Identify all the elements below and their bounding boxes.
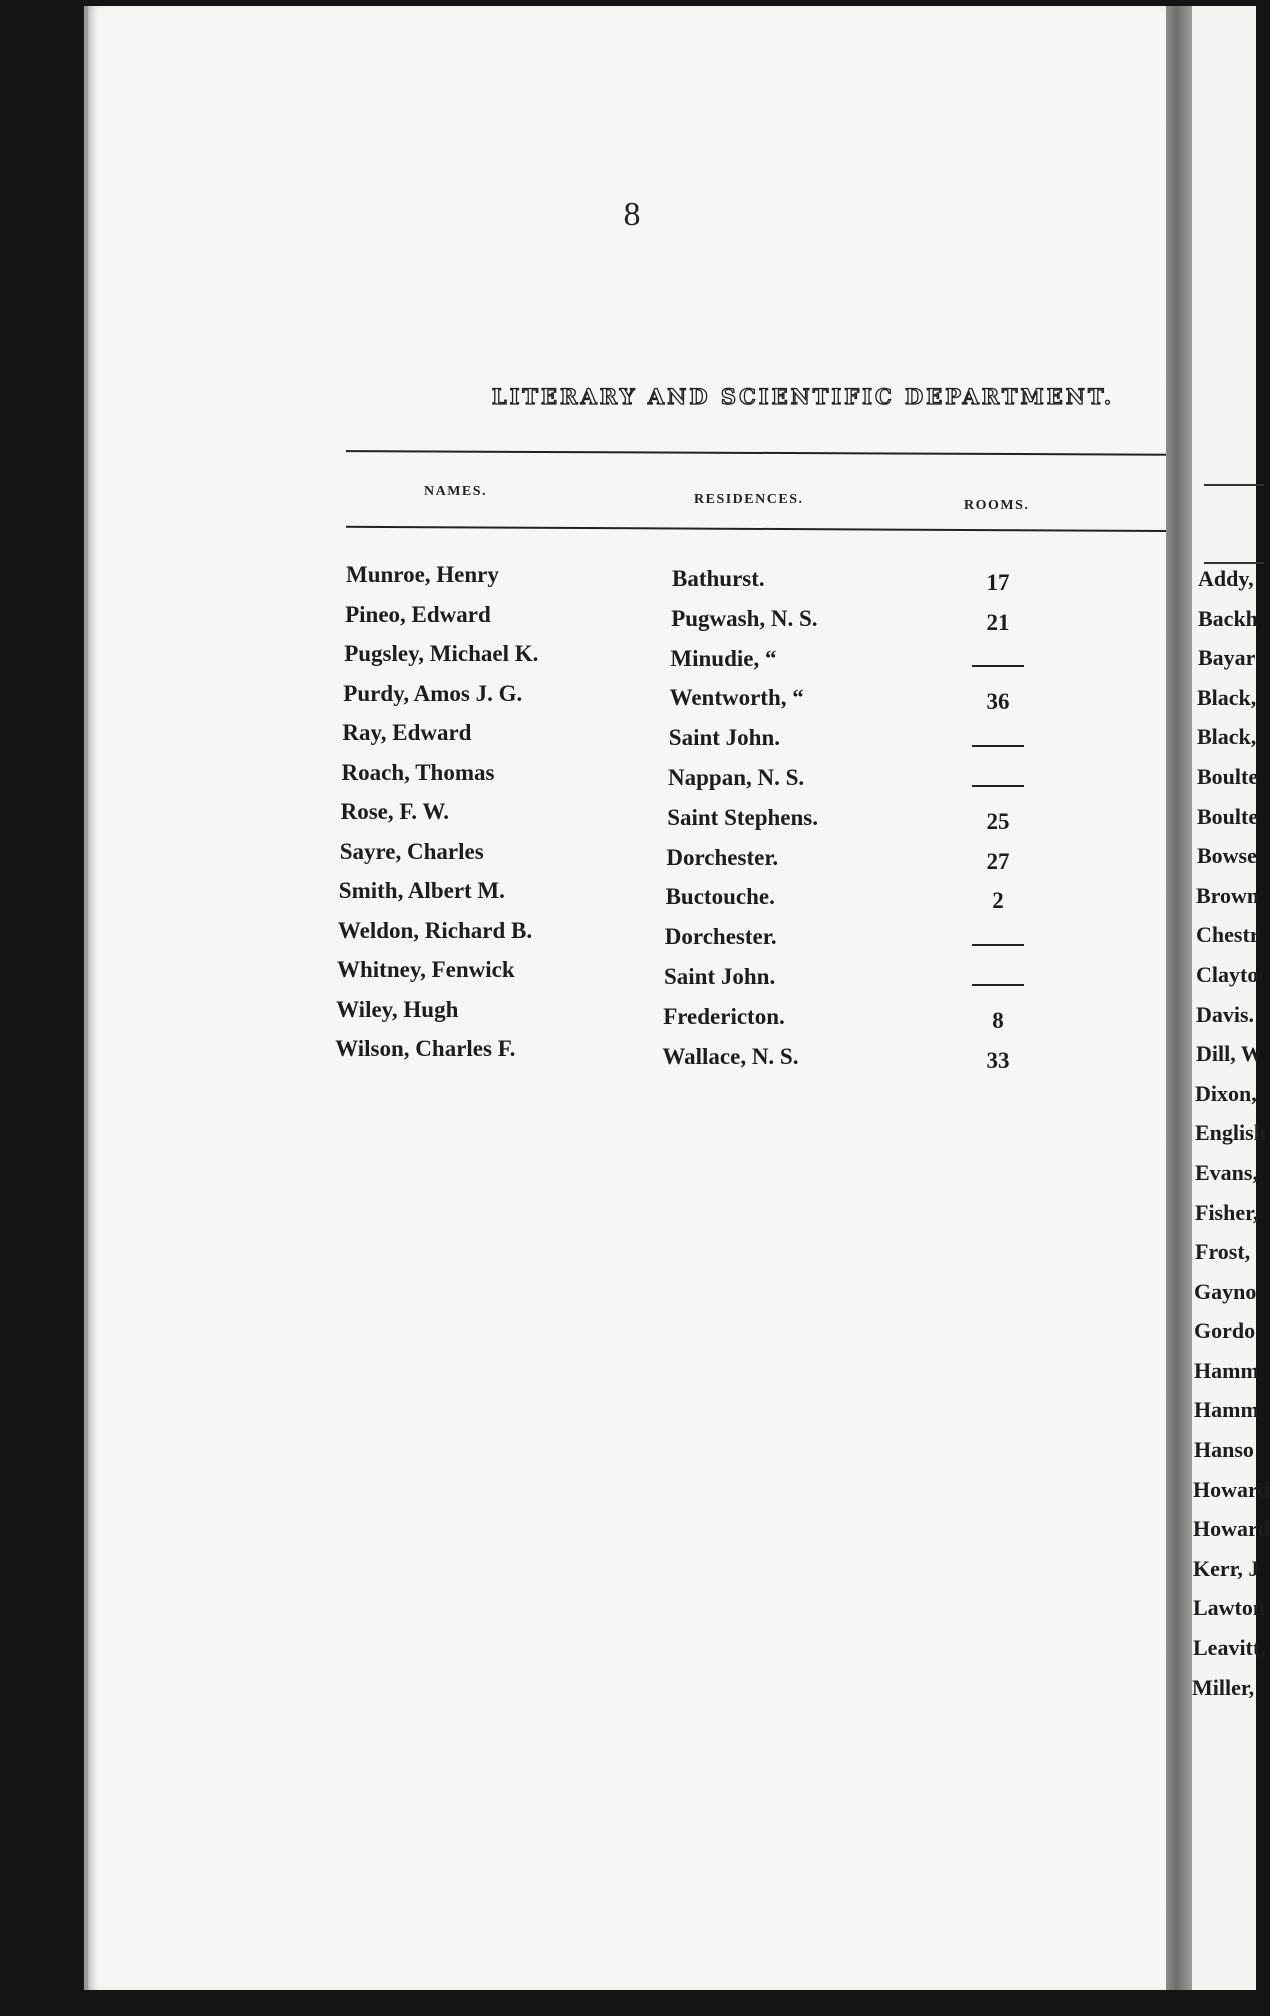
facing-page-name: Fisher, bbox=[1195, 1199, 1259, 1225]
table-row bbox=[88, 681, 1176, 719]
room-dash bbox=[972, 665, 1024, 667]
facing-page-name: Lawton bbox=[1193, 1595, 1266, 1621]
facing-page-name: Gordo bbox=[1194, 1318, 1256, 1344]
table-row bbox=[88, 799, 1176, 837]
student-room: 25 bbox=[986, 808, 1010, 834]
student-name: Wiley, Hugh bbox=[336, 996, 459, 1022]
student-room: 2 bbox=[992, 888, 1004, 914]
student-residence: Saint John. bbox=[668, 725, 781, 751]
facing-page-name: Bowse bbox=[1197, 843, 1257, 869]
student-name: Pineo, Edward bbox=[345, 601, 491, 627]
facing-page-name: Gayno bbox=[1194, 1278, 1257, 1304]
room-dash bbox=[972, 944, 1024, 946]
facing-page-name: Howard bbox=[1193, 1476, 1270, 1502]
facing-page-name: Kerr, J bbox=[1193, 1555, 1260, 1581]
facing-page-name: Boulte bbox=[1197, 803, 1259, 829]
facing-page-name-list bbox=[1192, 566, 1270, 1714]
student-name: Whitney, Fenwick bbox=[337, 957, 515, 982]
facing-page-name: Bayar bbox=[1198, 645, 1256, 671]
table-row bbox=[88, 641, 1176, 679]
table-row bbox=[88, 957, 1176, 995]
student-name: Munroe, Henry bbox=[346, 562, 499, 587]
student-residence: Wallace, N. S. bbox=[662, 1043, 799, 1069]
student-room: 8 bbox=[992, 1007, 1004, 1033]
student-residence: Saint Stephens. bbox=[667, 804, 819, 830]
facing-page-name: Clayto bbox=[1196, 961, 1259, 987]
room-dash bbox=[972, 745, 1024, 747]
student-residence: Bathurst. bbox=[672, 566, 765, 591]
student-room: 17 bbox=[986, 570, 1010, 595]
student-residence: Saint John. bbox=[664, 964, 776, 989]
student-residence: Dorchester. bbox=[666, 844, 779, 870]
book-page bbox=[84, 6, 1176, 1990]
page-number: 8 bbox=[623, 196, 641, 233]
facing-page-name: Backh bbox=[1198, 605, 1258, 631]
room-dash bbox=[972, 785, 1024, 787]
facing-page-name: Dill, W bbox=[1196, 1041, 1263, 1067]
student-name: Sayre, Charles bbox=[339, 838, 484, 864]
facing-page-name: Black, bbox=[1197, 724, 1257, 750]
table-row bbox=[88, 878, 1176, 916]
student-residence: Fredericton. bbox=[663, 1003, 785, 1029]
table-row bbox=[88, 918, 1176, 956]
column-header-residences: RESIDENCES. bbox=[694, 492, 804, 507]
student-residence: Buctouche. bbox=[665, 884, 775, 910]
facing-page-name: Black, bbox=[1197, 684, 1257, 710]
student-name: Ray, Edward bbox=[342, 720, 472, 745]
facing-page-name: Brown bbox=[1196, 882, 1260, 908]
facing-page-name: Evans, bbox=[1195, 1159, 1258, 1185]
facing-page-name: Miller, bbox=[1192, 1674, 1255, 1700]
student-name: Rose, F. W. bbox=[340, 799, 450, 824]
student-room bbox=[958, 769, 1038, 795]
student-name: Weldon, Richard B. bbox=[337, 917, 533, 943]
table-row bbox=[88, 997, 1176, 1035]
student-name: Roach, Thomas bbox=[341, 759, 495, 785]
student-room bbox=[958, 928, 1038, 954]
table-row bbox=[88, 1036, 1176, 1074]
facing-page-rule bbox=[1204, 484, 1264, 486]
top-rule bbox=[346, 450, 1208, 456]
column-header-names: NAMES. bbox=[424, 484, 488, 499]
facing-page-rule bbox=[1204, 562, 1264, 564]
facing-page-name: Davis. bbox=[1196, 1001, 1255, 1027]
student-room: 33 bbox=[986, 1047, 1010, 1073]
student-room bbox=[958, 650, 1038, 676]
header-rule bbox=[346, 526, 1202, 532]
table-row bbox=[88, 760, 1176, 798]
student-residence: Wentworth, “ bbox=[669, 685, 804, 711]
student-room: 36 bbox=[986, 689, 1010, 715]
facing-page-name: Hamm bbox=[1194, 1397, 1259, 1423]
department-heading: LITERARY AND SCIENTIFIC DEPARTMENT. bbox=[491, 384, 1115, 409]
facing-page-name: Hanso bbox=[1194, 1437, 1254, 1463]
room-dash bbox=[972, 984, 1024, 986]
facing-page-name: Leavitt, bbox=[1193, 1635, 1266, 1661]
column-header-rooms: ROOMS. bbox=[964, 498, 1030, 513]
table-row bbox=[88, 562, 1176, 600]
student-room bbox=[958, 968, 1038, 994]
facing-page bbox=[1192, 6, 1270, 1990]
student-room: 21 bbox=[986, 609, 1010, 635]
page-gutter bbox=[1166, 6, 1192, 1990]
table-row bbox=[88, 839, 1176, 877]
facing-page-name: Boulte bbox=[1197, 763, 1259, 789]
table-row bbox=[88, 720, 1176, 758]
facing-page-name: Chestr bbox=[1196, 922, 1260, 948]
facing-page-name: Hamm bbox=[1194, 1357, 1259, 1383]
facing-page-name: Dixon, bbox=[1195, 1080, 1257, 1106]
facing-page-name: English bbox=[1195, 1120, 1266, 1146]
student-residence: Nappan, N. S. bbox=[668, 765, 805, 790]
student-name: Pugsley, Michael K. bbox=[344, 641, 539, 666]
facing-page-name: Howard bbox=[1193, 1516, 1270, 1542]
student-name: Smith, Albert M. bbox=[338, 878, 505, 903]
facing-page-name: Addy, bbox=[1198, 566, 1254, 591]
table-row bbox=[88, 602, 1176, 640]
student-residence: Dorchester. bbox=[664, 924, 777, 950]
student-name: Wilson, Charles F. bbox=[335, 1036, 516, 1061]
student-name: Purdy, Amos J. G. bbox=[343, 680, 523, 706]
student-residence: Minudie, “ bbox=[670, 645, 777, 671]
student-residence: Pugwash, N. S. bbox=[671, 605, 818, 631]
student-room bbox=[958, 729, 1038, 755]
student-room: 27 bbox=[986, 848, 1010, 874]
facing-page-name: Frost, bbox=[1195, 1239, 1251, 1265]
